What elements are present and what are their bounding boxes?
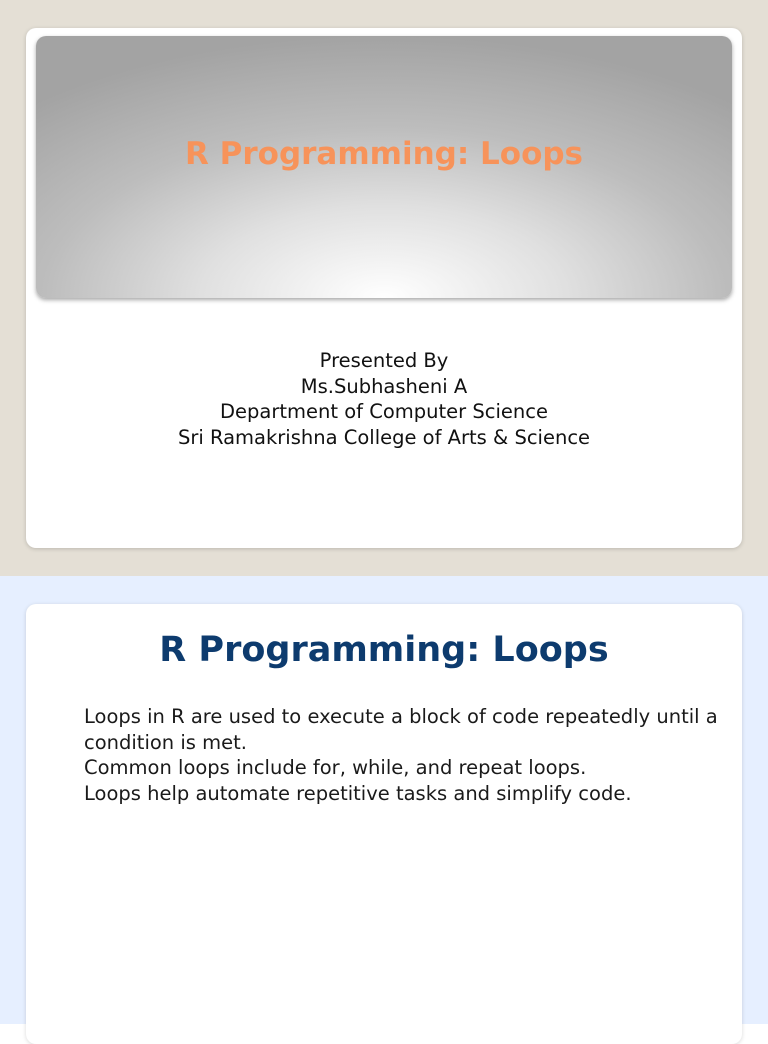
slide-1-title: R Programming: Loops — [184, 136, 584, 172]
slide-1-title-banner — [36, 36, 732, 298]
presenter-info — [0, 348, 768, 450]
slide-2-title: R Programming: Loops — [159, 630, 609, 670]
body-line: Common loops include for, while, and repeat loops. — [84, 756, 587, 779]
department-name: Department of Computer Science — [220, 400, 548, 423]
presenter-name: Ms.Subhasheni A — [300, 374, 468, 398]
slide-1-card — [26, 28, 742, 548]
body-line: Loops in R are used to execute a block of code repeatedly until a condition is met. — [84, 705, 718, 754]
presented-by-label: Presented By — [319, 349, 449, 372]
slide-2-card — [26, 604, 742, 1044]
body-line: Loops help automate repetitive tasks and simplify code. — [84, 781, 632, 805]
college-name: Sri Ramakrishna College of Arts & Science — [177, 425, 591, 449]
slide-2-body — [84, 704, 724, 806]
